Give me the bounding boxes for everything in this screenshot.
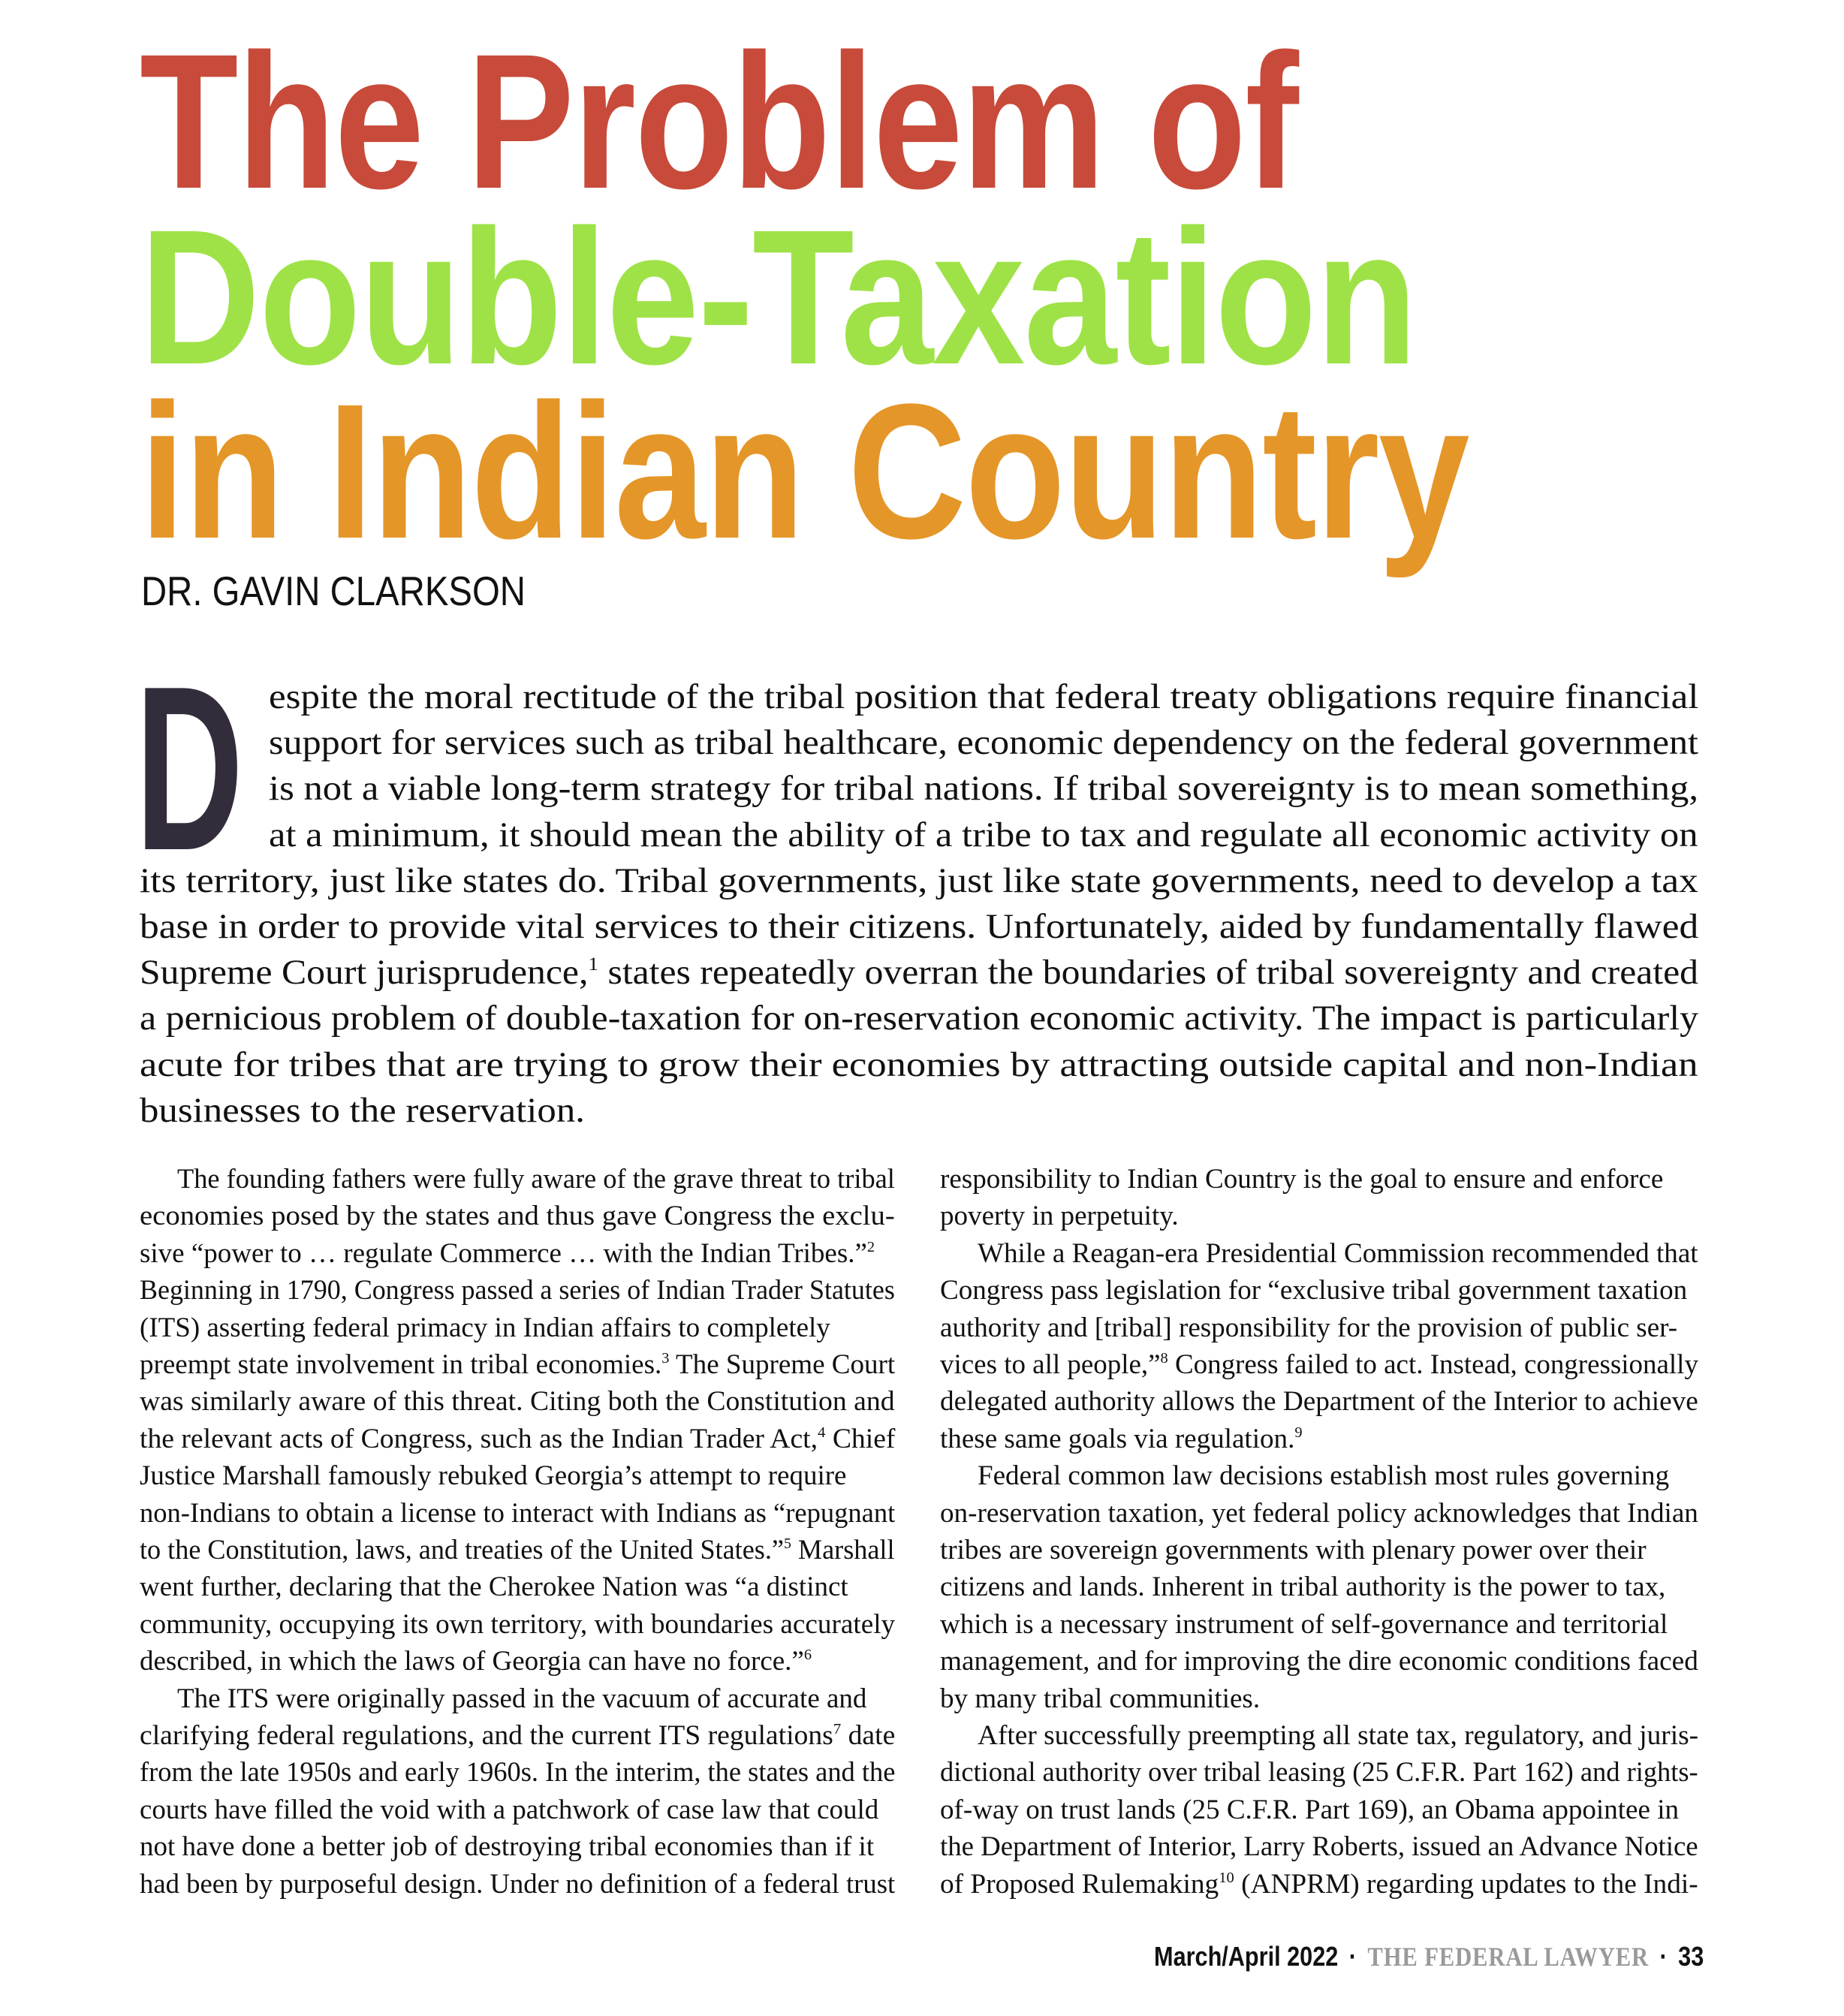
intro-line: base in order to provide vital services to their citizens. Unfortunately, aided by fundamentally flawed (140, 907, 1699, 946)
body-line: described, in which the laws of Georgia can have no force.”$^6$ (140, 1646, 812, 1677)
body-line: of Proposed Rulemaking$^{10}$ (ANPRM) regarding updates to the Indi- (940, 1868, 1698, 1900)
body-line: citizens and lands. Inherent in tribal authority is the power to tax, (940, 1572, 1666, 1603)
body-line: these same goals via regulation.$^9$ (940, 1423, 1303, 1454)
footnote-ref: 8 (1160, 1349, 1168, 1367)
drop-cap: D (135, 638, 244, 900)
body-line: preempt state involvement in tribal economies.$^3$ The Supreme Court (140, 1349, 896, 1380)
body-line: economies posed by the states and thus gave Congress the exclu- (140, 1201, 895, 1232)
issue-date: March/April 2022 (1153, 1941, 1339, 1972)
footnote-ref: 4 (818, 1424, 826, 1441)
footnote-ref: 9 (1294, 1424, 1303, 1441)
body-line: responsibility to Indian Country is the goal to ensure and enforce (940, 1164, 1664, 1195)
body-line: Beginning in 1790, Congress passed a series of Indian Trader Statutes (140, 1275, 895, 1306)
body-line: tribes are sovereign governments with plenary power over their (940, 1535, 1647, 1565)
body-line: The founding fathers were fully aware of the grave threat to tribal (177, 1164, 895, 1195)
intro-line: espite the moral rectitude of the tribal position that federal treaty obligations require financial (269, 677, 1699, 716)
body-line: courts have filled the void with a patchwork of case law that could (140, 1794, 879, 1825)
body-line: from the late 1950s and early 1960s. In the interim, the states and the (140, 1757, 896, 1788)
footer-separator: · (1659, 1941, 1668, 1972)
intro-line: is not a viable long-term strategy for tribal nations. If tribal sovereignty is to mean something, (269, 769, 1699, 809)
body-line: vices to all people,”$^8$ Congress failed to act. Instead, congressionally (940, 1349, 1698, 1380)
page-number: 33 (1677, 1941, 1704, 1972)
body-line: While a Reagan-era Presidential Commission recommended that (978, 1237, 1698, 1269)
body-line: Congress pass legislation for “exclusive tribal government taxation (940, 1275, 1688, 1306)
author-byline: DR. GAVIN CLARKSON (141, 568, 526, 614)
body-line: poverty in perpetuity. (940, 1201, 1179, 1232)
page-footer (1154, 1943, 1704, 1970)
publication-name: THE FEDERAL LAWYER (1367, 1942, 1649, 1972)
body-line: Justice Marshall famously rebuked Georgia’s attempt to require (140, 1460, 847, 1492)
body-line: dictional authority over tribal leasing (25 C.F.R. Part 162) and rights- (940, 1757, 1698, 1788)
body-line: clarifying federal regulations, and the current ITS regulations$^7$ date (140, 1720, 896, 1751)
body-line: the relevant acts of Congress, such as the Indian Trader Act,$^4$ Chief (140, 1423, 896, 1454)
intro-line: its territory, just like states do. Tribal governments, just like state governments, need to develop a tax (140, 860, 1698, 900)
body-line: non-Indians to obtain a license to interact with Indians as “repugnant (140, 1497, 896, 1529)
footer-separator: · (1348, 1941, 1357, 1972)
title-line-2: Double-Taxation (140, 190, 1417, 405)
body-line: had been by purposeful design. Under no definition of a federal trust (140, 1868, 896, 1900)
body-line: went further, declaring that the Cherokee Nation was “a distinct (140, 1572, 848, 1603)
footnote-ref: 7 (833, 1720, 842, 1737)
intro-line: a pernicious problem of double-taxation for on-reservation economic activity. The impact is particularly (140, 999, 1699, 1038)
body-line: which is a necessary instrument of self-governance and territorial (940, 1608, 1668, 1640)
body-line: management, and for improving the dire economic conditions faced (940, 1646, 1698, 1677)
body-line: of-way on trust lands (25 C.F.R. Part 169), an Obama appointee in (940, 1794, 1680, 1825)
body-line: The ITS were originally passed in the vacuum of accurate and (177, 1683, 867, 1714)
body-line: After successfully preempting all state tax, regulatory, and juris- (978, 1720, 1699, 1751)
intro-line: businesses to the reservation. (140, 1090, 585, 1130)
body-line: delegated authority allows the Department of the Interior to achieve (940, 1386, 1698, 1418)
footnote-ref: 10 (1219, 1869, 1234, 1886)
body-line: the Department of Interior, Larry Roberts, issued an Advance Notice (940, 1831, 1698, 1863)
body-line: on-reservation taxation, yet federal policy acknowledges that Indian (940, 1497, 1698, 1529)
intro-line: acute for tribes that are trying to grow their economies by attracting outside capital and non-Indian (140, 1044, 1698, 1084)
intro-line: Supreme Court jurisprudence,$^1$ states repeatedly overran the boundaries of tribal sovereignty and created (140, 953, 1699, 993)
body-line: by many tribal communities. (940, 1683, 1261, 1714)
footnote-ref: 5 (783, 1535, 791, 1552)
body-line: (ITS) asserting federal primacy in Indian affairs to completely (140, 1312, 830, 1343)
body-line: was similarly aware of this threat. Citing both the Constitution and (140, 1386, 895, 1418)
title-line-3: in Indian Country (140, 364, 1469, 579)
body-line: not have done a better job of destroying tribal economies than if it (140, 1831, 875, 1863)
intro-line: support for services such as tribal healthcare, economic dependency on the federal government (269, 723, 1698, 763)
footnote-ref: 2 (866, 1238, 875, 1255)
body-line: community, occupying its own territory, with boundaries accurately (140, 1608, 896, 1640)
intro-line: at a minimum, it should mean the ability of a tribe to tax and regulate all economic activity on (269, 815, 1698, 854)
body-line: sive “power to … regulate Commerce … with the Indian Tribes.”$^2$ (140, 1237, 875, 1269)
body-line: Federal common law decisions establish most rules governing (978, 1460, 1670, 1492)
title-line-1: The Problem of (140, 14, 1298, 229)
body-line: authority and [tribal] responsibility for the provision of public ser- (940, 1312, 1678, 1343)
footnote-ref: 3 (661, 1349, 670, 1367)
footnote-ref: 6 (803, 1646, 812, 1663)
body-line: to the Constitution, laws, and treaties of the United States.”$^5$ Marshall (140, 1535, 895, 1565)
footnote-ref: 1 (588, 953, 599, 975)
